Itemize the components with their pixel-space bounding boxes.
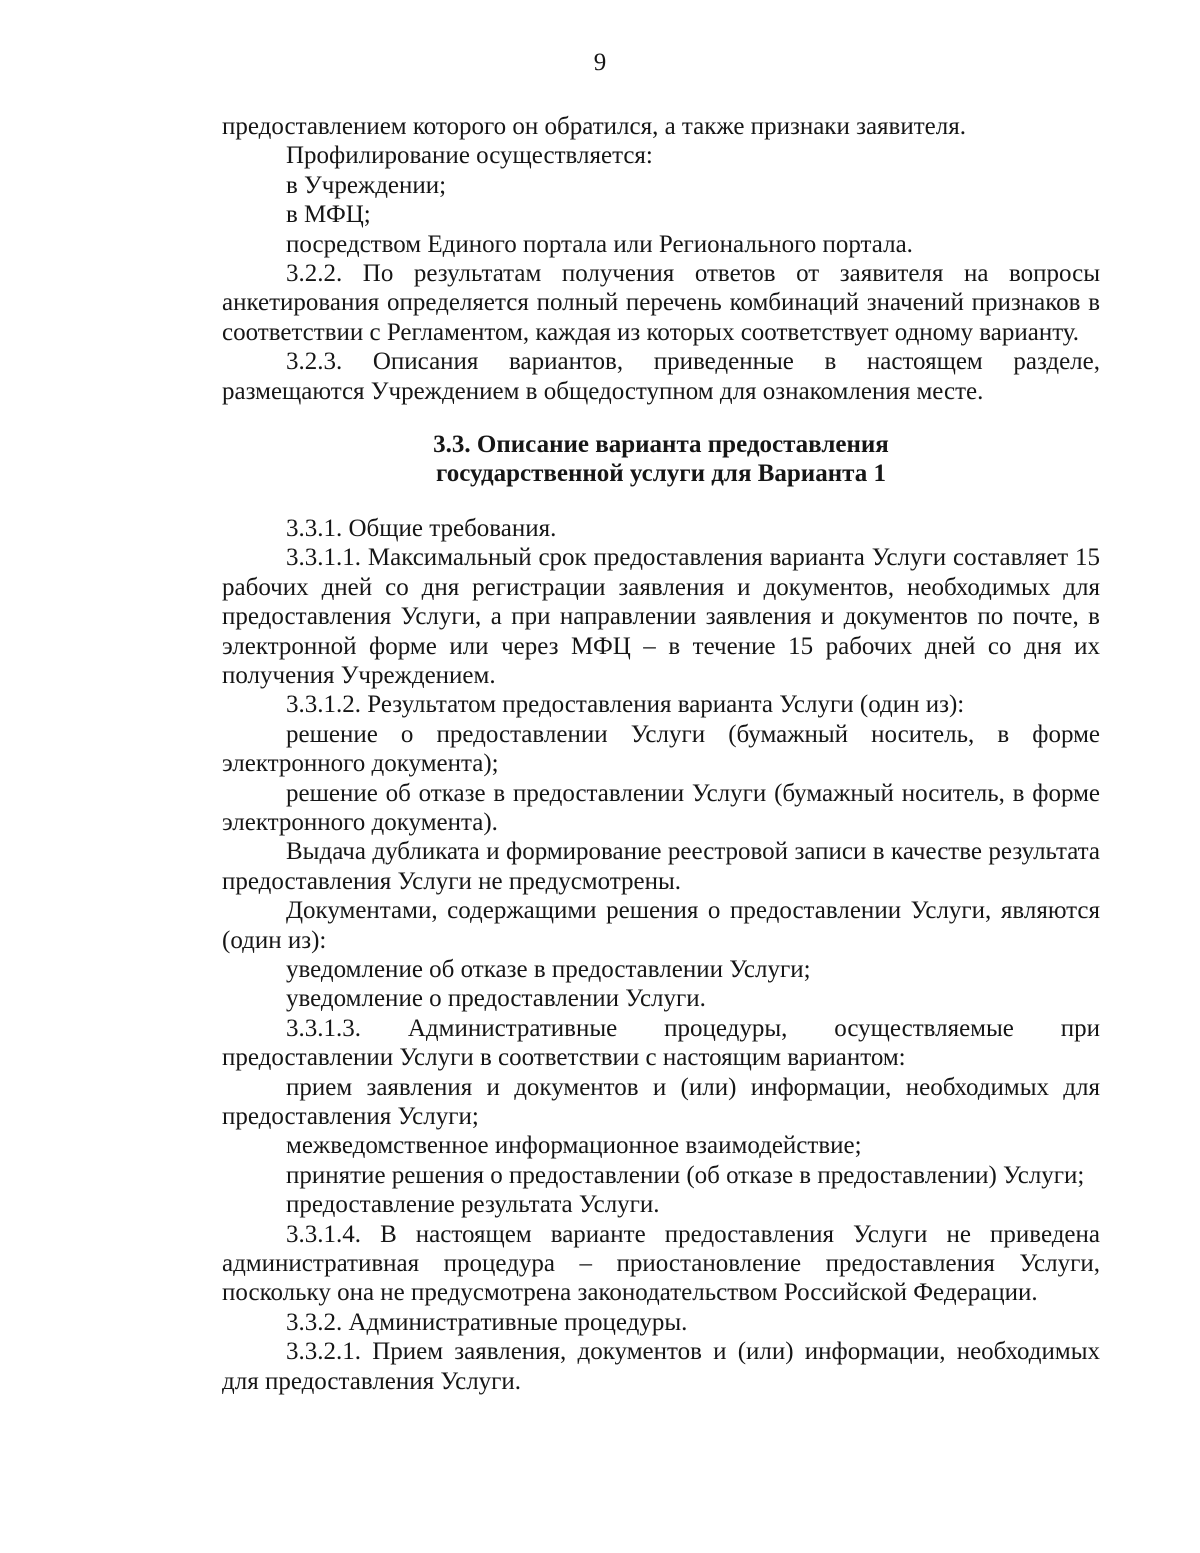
list-item: решение о предоставлении Услуги (бумажный носитель, в форме электронного документа); [222, 720, 1100, 778]
section-heading [222, 430, 1100, 489]
paragraph: 3.3.2.1. Прием заявления, документов и (или) информации, необходимых для предоставления Услуги. [222, 1338, 1100, 1395]
document-body [222, 112, 1100, 1396]
list-item: в Учреждении; [286, 171, 447, 199]
paragraph: Документами, содержащими решения о предоставлении Услуги, являются (один из): [222, 897, 1100, 954]
paragraph: 3.3.1.1. Максимальный срок предоставления варианта Услуги составляет 15 рабочих дней со дня регистрации заявления и документов, необходимых для предоставления Услуги, а при направлении заявления и документов по почте, в электронной форме или через МФЦ – в течение 15 рабочих дней со дня их получения Учреждением. [222, 544, 1100, 689]
list-item: принятие решения о предоставлении (об отказе в предоставлении) Услуги; [286, 1161, 1085, 1189]
page-number: 9 [593, 49, 607, 76]
paragraph: 3.3.1. Общие требования. [286, 514, 557, 542]
paragraph-continuation: предоставлением которого он обратился, а также признаки заявителя. [222, 113, 966, 140]
paragraph: 3.3.1.3. Административные процедуры, осуществляемые при предоставлении Услуги в соответствии с настоящим вариантом: [222, 1014, 1100, 1072]
list-item: посредством Единого портала или Регионального портала. [286, 230, 913, 258]
paragraph: 3.2.2. По результатам получения ответов от заявителя на вопросы анкетирования определяется полный перечень комбинаций значений признаков в соответствии с Регламентом, каждая из которых соответствует одному варианту. [222, 260, 1100, 346]
list-item: уведомление об отказе в предоставлении Услуги; [286, 955, 811, 983]
list-item: предоставление результата Услуги. [286, 1191, 660, 1219]
list-item: уведомление о предоставлении Услуги. [286, 985, 706, 1013]
section-heading-line-1: 3.3. Описание варианта предоставления [433, 431, 889, 459]
paragraph: Выдача дубликата и формирование реестровой записи в качестве результата предоставления Услуги не предусмотрены. [222, 838, 1100, 895]
list-item: прием заявления и документов и (или) информации, необходимых для предоставления Услуги; [222, 1073, 1100, 1130]
list-item: межведомственное информационное взаимодействие; [286, 1132, 862, 1160]
paragraph: 3.3.1.4. В настоящем варианте предоставления Услуги не приведена административная процедура – приостановление предоставления Услуги, поскольку она не предусмотрена законодательством Российской Федерации. [222, 1220, 1100, 1307]
list-item: в МФЦ; [286, 201, 371, 229]
paragraph: 3.3.2. Административные процедуры. [286, 1308, 688, 1336]
paragraph: 3.3.1.2. Результатом предоставления варианта Услуги (один из): [286, 691, 965, 719]
section-heading-line-2: государственной услуги для Варианта 1 [436, 460, 886, 488]
paragraph: Профилирование осуществляется: [286, 142, 653, 170]
paragraph: 3.2.3. Описания вариантов, приведенные в настоящем разделе, размещаются Учреждением в общедоступном для ознакомления месте. [222, 348, 1100, 405]
list-item: решение об отказе в предоставлении Услуги (бумажный носитель, в форме электронного документа). [222, 779, 1100, 836]
